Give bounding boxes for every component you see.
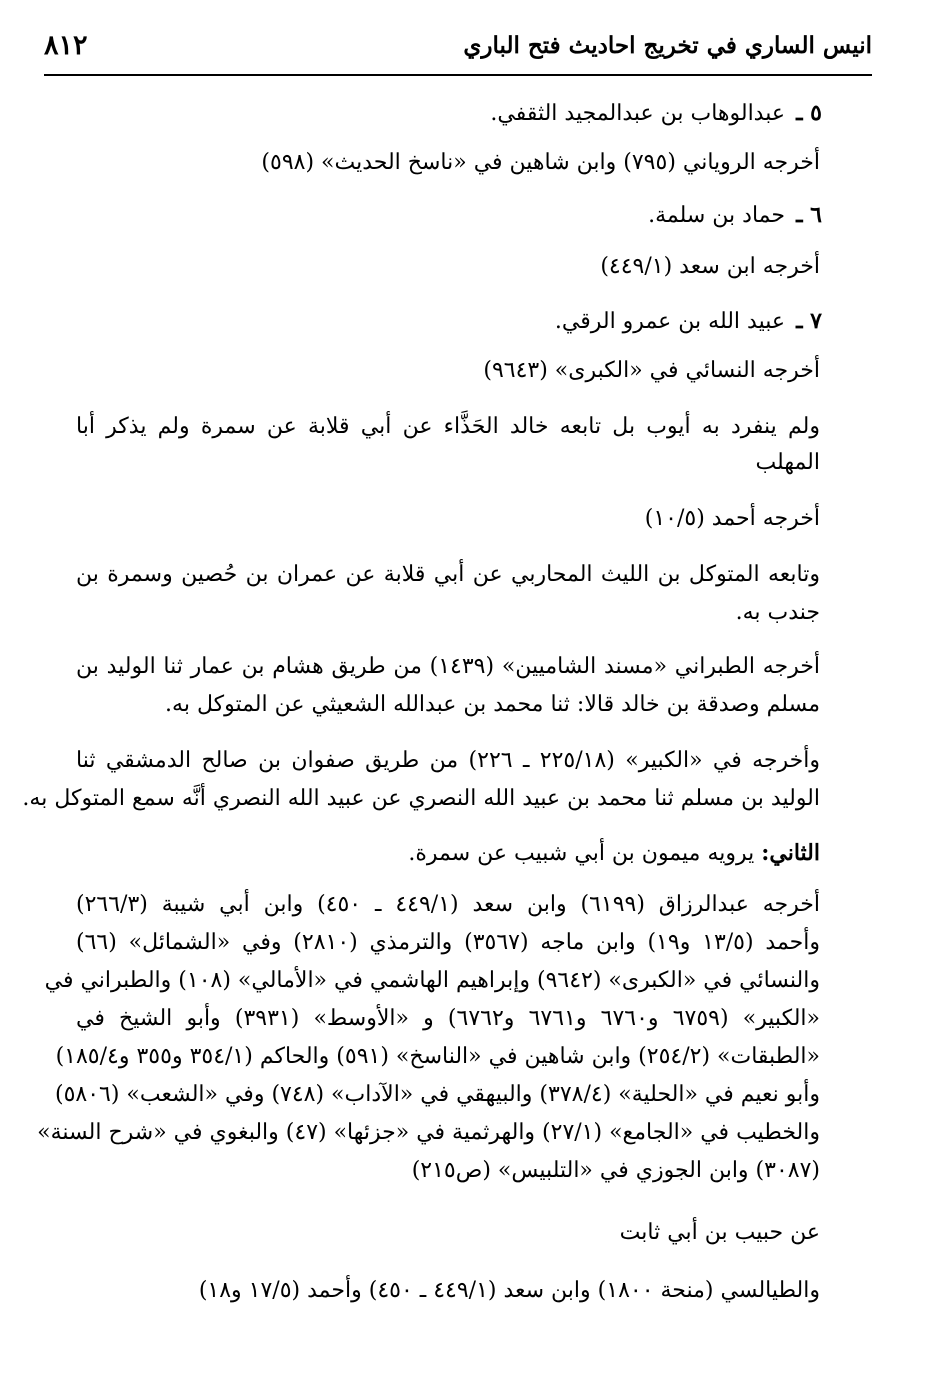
section-line: عن حبيب بن أبي ثابت — [619, 1220, 820, 1245]
item-number: ٥ ـ — [796, 100, 822, 126]
citation-line: وأحمد (١٣/٥ و١٩) وابن ماجه (٣٥٦٧) والترمذي (٢٨١٠) وفي «الشمائل» (٦٦) — [76, 930, 820, 955]
source-citation: أخرجه الروياني (٧٩٥) وابن شاهين في «ناسخ الحديث» (٥٩٨) — [261, 150, 820, 175]
source-citation: أخرجه أحمد (١٠/٥) — [644, 506, 820, 531]
narrator-name: عبدالوهاب بن عبدالمجيد الثقفي. — [490, 101, 785, 126]
paragraph-line: المهلب — [755, 450, 820, 475]
narrator-name: عبيد الله بن عمرو الرقي. — [554, 309, 785, 334]
citation-line: «الطبقات» (٢٥٤/٢) وابن شاهين في «الناسخ» (٥٩١) والحاكم (٣٥٤/١ و٣٥٥ و١٨٥/٤) — [55, 1044, 820, 1069]
citation-line: «الكبير» (٦٧٥٩ و٦٧٦٠ و٦٧٦١ و٦٧٦٢) و «الأوسط» (٣٩٣١) وأبو الشيخ في — [76, 1006, 820, 1031]
item-number: ٦ ـ — [796, 202, 822, 228]
paragraph-line: ولم ينفرد به أيوب بل تابعه خالد الحَذَّاء عن أبي قلابة عن سمرة ولم يذكر أبا — [76, 414, 820, 439]
paragraph-line: جندب به. — [735, 600, 820, 625]
item-heading — [555, 306, 822, 337]
citation-line: والنسائي في «الكبرى» (٩٦٤٢) وإبراهيم الهاشمي في «الأمالي» (١٠٨) والطبراني في — [44, 968, 820, 993]
item-heading — [648, 200, 822, 231]
citation-line: أخرجه عبدالرزاق (٦١٩٩) وابن سعد (٤٤٩/١ ـ ٤٥٠) وابن أبي شيبة (٢٦٦/٣) — [76, 892, 820, 917]
page-number: ٨١٢ — [44, 30, 88, 61]
paragraph-line: وأخرجه في «الكبير» (٢٢٥/١٨ ـ ٢٢٦) من طريق صفوان بن صالح الدمشقي ثنا — [76, 748, 820, 773]
paragraph-line: وتابعه المتوكل بن الليث المحاربي عن أبي قلابة عن عمران بن حُصين وسمرة بن — [76, 562, 820, 587]
section-line — [408, 838, 820, 869]
section-label: الثاني: — [761, 840, 820, 866]
citation-line: (٣٠٨٧) وابن الجوزي في «التلبيس» (ص٢١٥) — [411, 1158, 820, 1183]
citation-line: والطيالسي (منحة ١٨٠٠) وابن سعد (٤٤٩/١ ـ ٤٥٠) وأحمد (١٧/٥ و١٨) — [198, 1278, 820, 1303]
narrator-name: حماد بن سلمة. — [648, 203, 785, 228]
source-citation: أخرجه ابن سعد (٤٤٩/١) — [600, 254, 820, 279]
citation-line: وأبو نعيم في «الحلية» (٣٧٨/٤) والبيهقي في «الآداب» (٧٤٨) وفي «الشعب» (٥٨٠٦) — [54, 1082, 820, 1107]
section-text: يرويه ميمون بن أبي شبيب عن سمرة. — [408, 841, 755, 866]
running-title: انيس الساري في تخريج احاديث فتح الباري — [463, 32, 872, 59]
paragraph-line: الوليد بن مسلم ثنا محمد بن عبيد الله النصري عن عبيد الله النصري أنَّه سمع المتوكل به. — [22, 786, 820, 811]
source-citation: أخرجه النسائي في «الكبرى» (٩٦٤٣) — [483, 358, 820, 383]
paragraph-line: مسلم وصدقة بن خالد قالا: ثنا محمد بن عبدالله الشعيثي عن المتوكل به. — [165, 692, 820, 717]
item-heading — [490, 98, 822, 129]
citation-line: والخطيب في «الجامع» (٢٧/١) والهرثمية في «جزئها» (٤٧) والبغوي في «شرح السنة» — [37, 1120, 820, 1145]
paragraph-line: أخرجه الطبراني «مسند الشاميين» (١٤٣٩) من طريق هشام بن عمار ثنا الوليد بن — [76, 654, 821, 679]
page-header — [44, 30, 872, 76]
item-number: ٧ ـ — [796, 308, 822, 334]
